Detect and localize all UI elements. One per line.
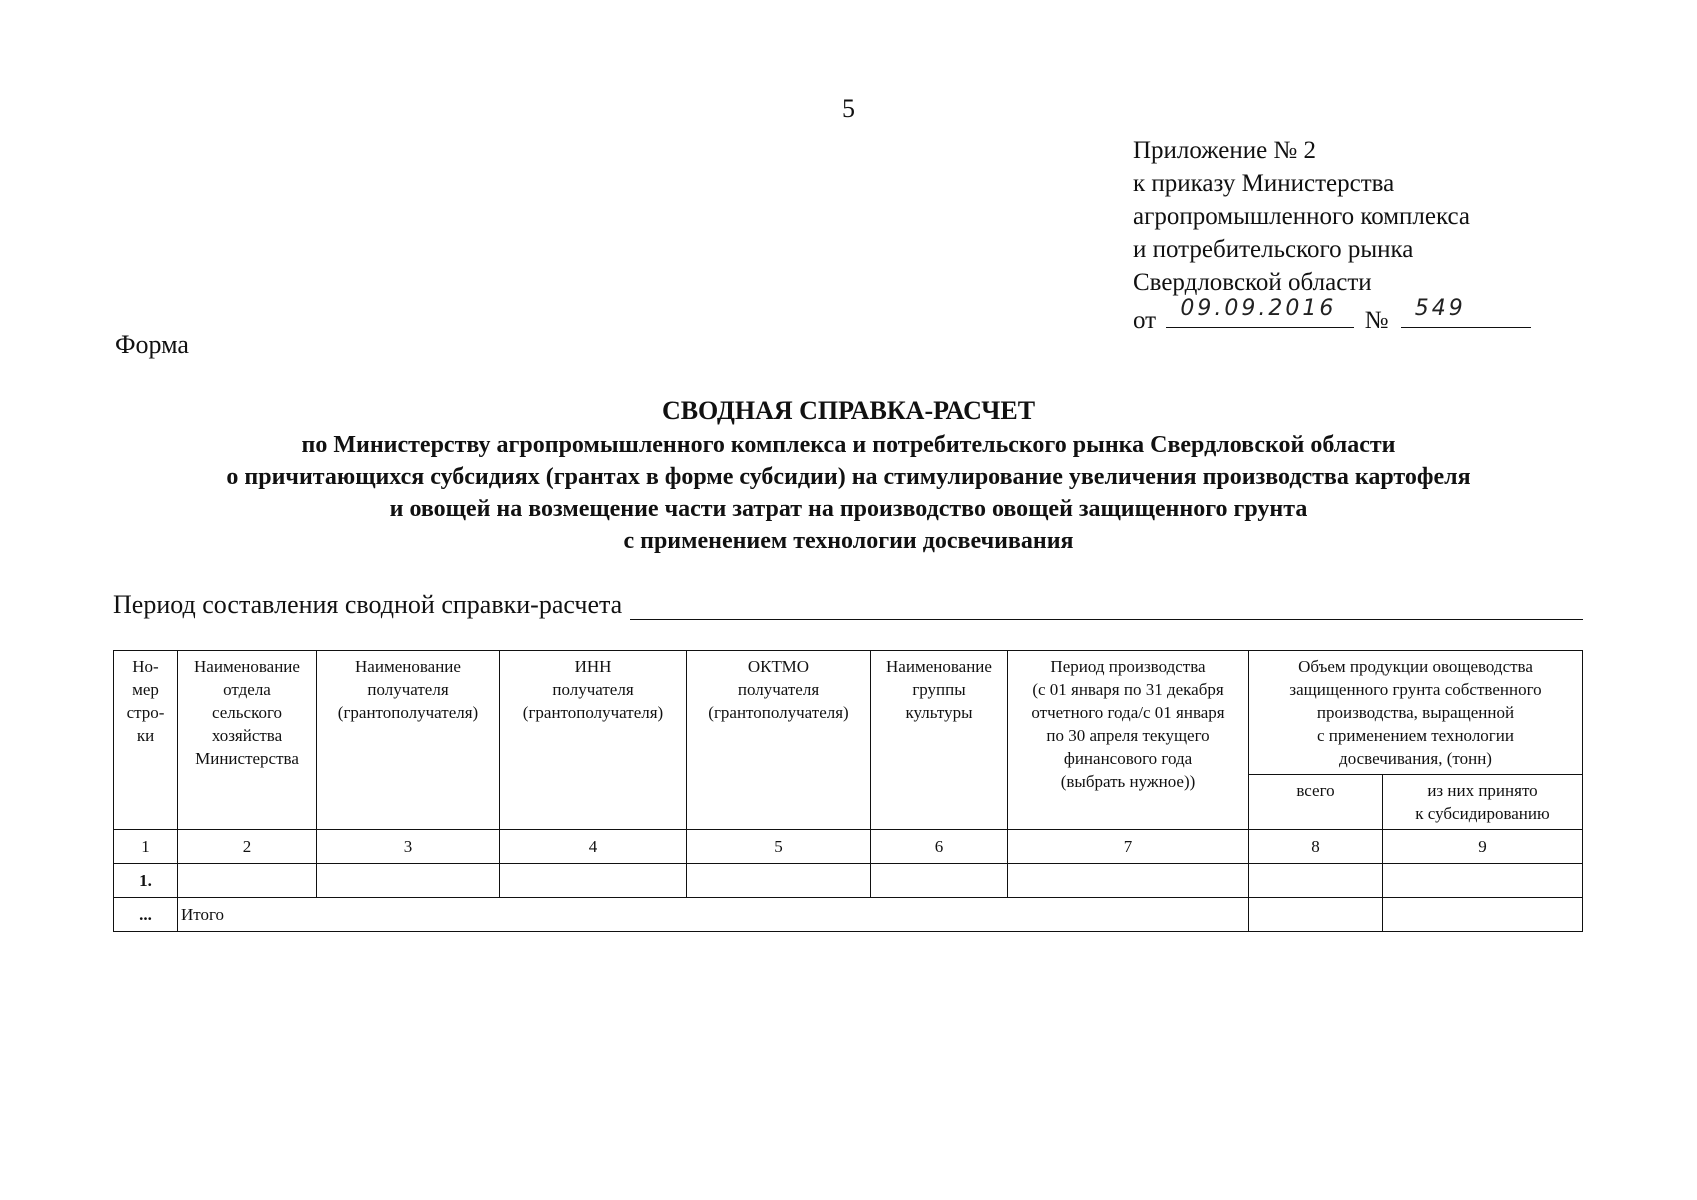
appendix-line: Приложение № 2 bbox=[1133, 137, 1317, 164]
column-number: 2 bbox=[178, 830, 317, 864]
header-row bbox=[114, 651, 1583, 775]
column-number: 8 bbox=[1249, 830, 1383, 864]
document-title bbox=[0, 393, 1697, 557]
row-number: 1. bbox=[114, 864, 178, 898]
handwritten-date: 09.09.2016 bbox=[1180, 296, 1337, 321]
date-prefix: от bbox=[1133, 307, 1157, 334]
title-line: о причитающихся субсидиях (грантах в форме субсидии) на стимулирование увеличения производства картофеля bbox=[226, 464, 1471, 490]
table-cell[interactable] bbox=[1383, 898, 1583, 932]
appendix-block bbox=[1133, 134, 1553, 337]
appendix-line: агропромышленного комплекса bbox=[1133, 203, 1471, 230]
header-text: Наименование отдела сельского хозяйства Министерства bbox=[194, 657, 300, 768]
table-cell[interactable] bbox=[1249, 864, 1383, 898]
title-line: и овощей на возмещение части затрат на производство овощей защищенного грунта bbox=[389, 496, 1308, 522]
summary-table bbox=[113, 650, 1583, 932]
total-row bbox=[114, 898, 1583, 932]
column-number: 5 bbox=[687, 830, 871, 864]
title-line: по Министерству агропромышленного комплекса и потребительского рынка Свердловской области bbox=[301, 432, 1396, 458]
appendix-line: и потребительского рынка bbox=[1133, 236, 1414, 263]
column-number: 7 bbox=[1008, 830, 1249, 864]
period-row bbox=[113, 590, 1583, 620]
header-text: Наименование группы культуры bbox=[886, 657, 992, 722]
header-text: ОКТМО получателя (грантополучателя) bbox=[708, 657, 849, 722]
title-line: с применением технологии досвечивания bbox=[623, 528, 1074, 554]
table-cell[interactable] bbox=[1249, 898, 1383, 932]
column-number: 4 bbox=[500, 830, 687, 864]
table-cell[interactable] bbox=[1383, 864, 1583, 898]
header-total bbox=[1249, 775, 1383, 830]
table-cell[interactable] bbox=[687, 864, 871, 898]
total-label: Итого bbox=[178, 898, 1249, 932]
table-cell[interactable] bbox=[871, 864, 1008, 898]
header-text: ИНН получателя (грантополучателя) bbox=[522, 657, 664, 722]
title-main: СВОДНАЯ СПРАВКА-РАСЧЕТ bbox=[661, 396, 1036, 425]
page-number: 5 bbox=[842, 94, 855, 123]
header-text: из них принято к субсидированию bbox=[1415, 781, 1550, 823]
period-fill-line[interactable] bbox=[630, 595, 1583, 620]
order-date-field bbox=[1166, 296, 1354, 328]
column-number: 6 bbox=[871, 830, 1008, 864]
column-number: 1 bbox=[114, 830, 178, 864]
header-inn bbox=[500, 651, 687, 830]
table-row bbox=[114, 864, 1583, 898]
column-number-row bbox=[114, 830, 1583, 864]
header-text: Объем продукции овощеводства защищенного грунта собственного производства, выращенной с применением технологии досвечивания, (тонн) bbox=[1289, 657, 1542, 768]
header-accepted bbox=[1383, 775, 1583, 830]
header-oktmo bbox=[687, 651, 871, 830]
header-text: Наименование получателя (грантополучателя) bbox=[337, 657, 479, 722]
table-cell[interactable] bbox=[1008, 864, 1249, 898]
header-text: всего bbox=[1296, 781, 1335, 800]
table-cell[interactable] bbox=[317, 864, 500, 898]
number-prefix: № bbox=[1364, 307, 1389, 334]
handwritten-number: 549 bbox=[1414, 296, 1466, 321]
header-crop-group bbox=[871, 651, 1008, 830]
header-production-volume bbox=[1249, 651, 1583, 775]
header-department bbox=[178, 651, 317, 830]
row-number: ... bbox=[114, 898, 178, 932]
header-text: Но- мер стро- ки bbox=[126, 657, 165, 745]
appendix-line: Свердловской области bbox=[1133, 269, 1372, 296]
column-number: 3 bbox=[317, 830, 500, 864]
table-cell[interactable] bbox=[178, 864, 317, 898]
table-cell[interactable] bbox=[500, 864, 687, 898]
order-number-field bbox=[1401, 296, 1531, 328]
header-recipient-name bbox=[317, 651, 500, 830]
form-label: Форма bbox=[115, 330, 189, 359]
header-text: Период производства (с 01 января по 31 декабря отчетного года/с 01 января по 30 апреля текущего финансового года (выбрать нужное)) bbox=[1031, 657, 1225, 791]
appendix-line: к приказу Министерства bbox=[1133, 170, 1395, 197]
order-date-number-row bbox=[1133, 296, 1553, 337]
header-row-number bbox=[114, 651, 178, 830]
header-production-period bbox=[1008, 651, 1249, 830]
column-number: 9 bbox=[1383, 830, 1583, 864]
period-label: Период составления сводной справки-расчета bbox=[113, 590, 623, 619]
